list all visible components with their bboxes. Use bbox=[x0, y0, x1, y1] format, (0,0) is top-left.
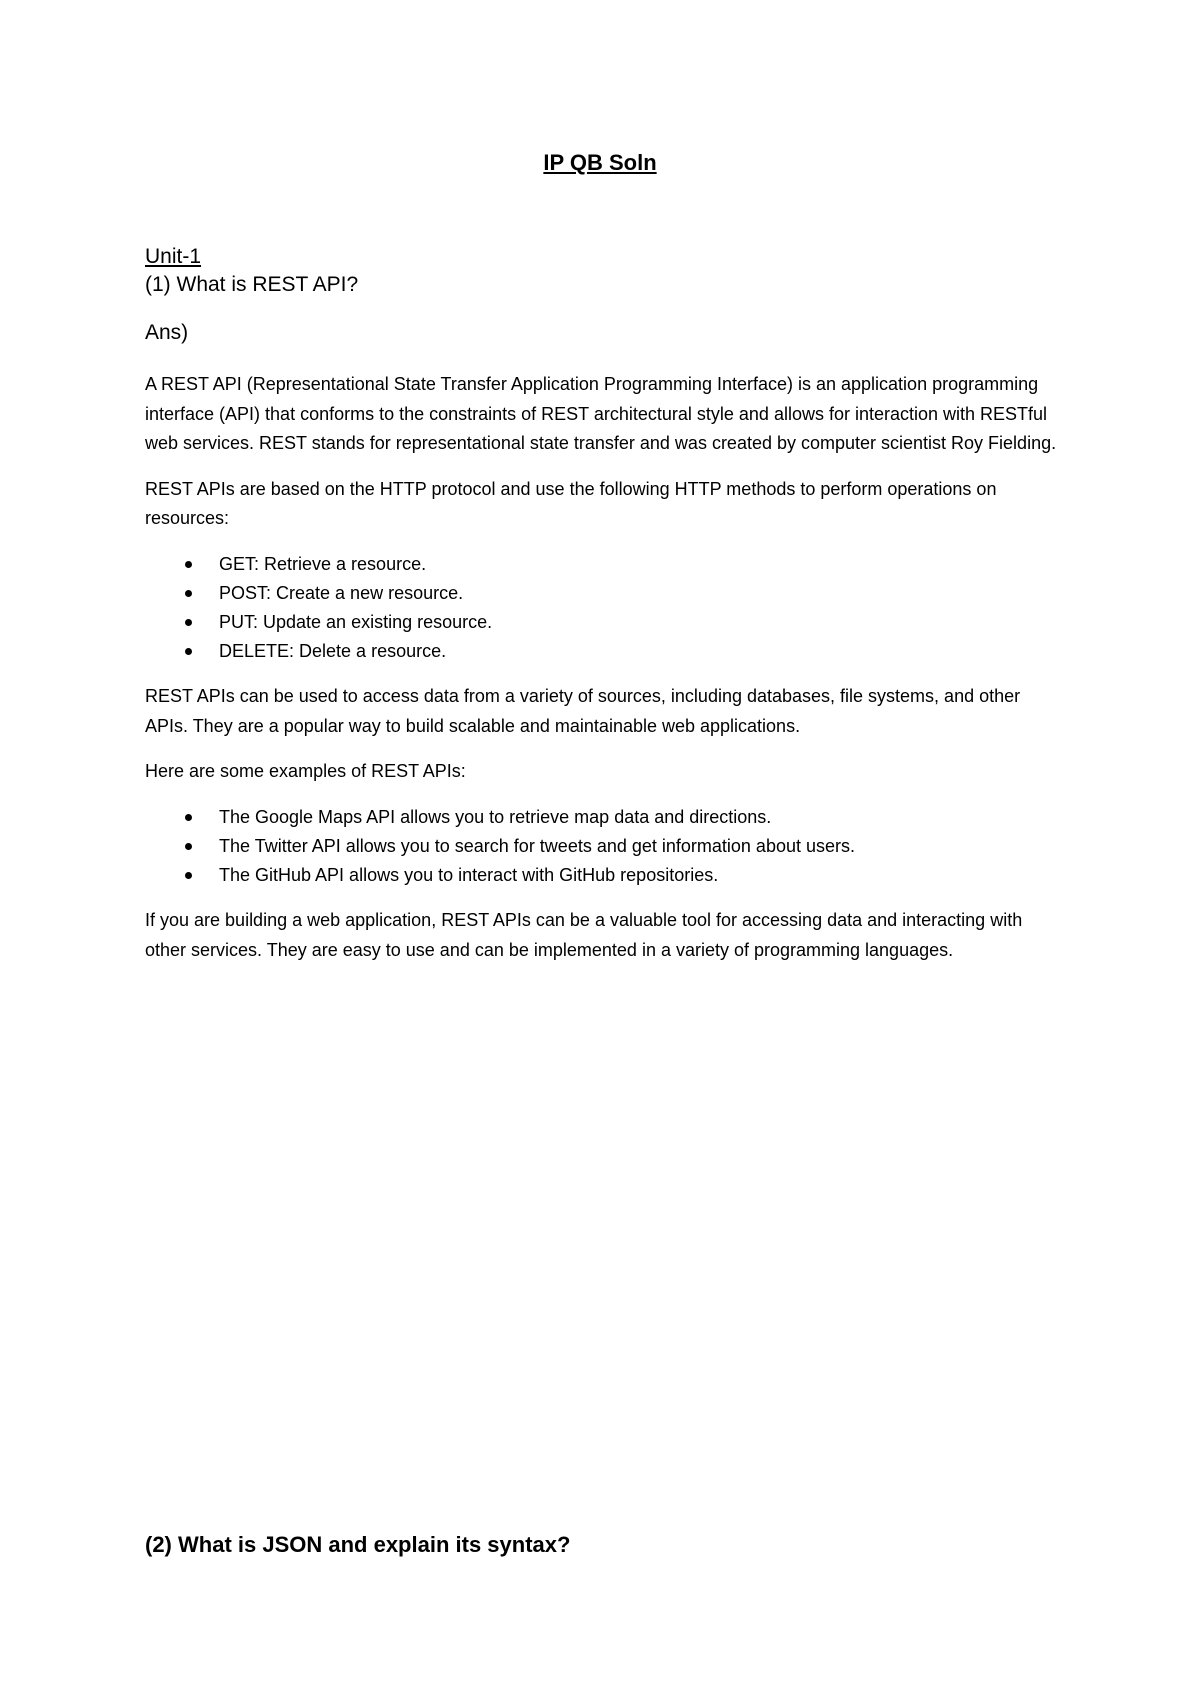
rest-usage-paragraph: REST APIs can be used to access data from a variety of sources, including databases, file systems, and other APIs. They are a popular way to build scalable and maintainable web applications. bbox=[145, 686, 1021, 736]
list-item: DELETE: Delete a resource. bbox=[145, 637, 1065, 666]
unit-heading: Unit-1 bbox=[145, 245, 202, 268]
question-1-section bbox=[145, 243, 1065, 981]
rest-api-examples-list bbox=[145, 803, 1065, 891]
http-methods-list bbox=[145, 550, 1065, 667]
question-2-heading: (2) What is JSON and explain its syntax? bbox=[145, 1532, 571, 1557]
answer-label: Ans) bbox=[145, 321, 189, 344]
list-item: POST: Create a new resource. bbox=[145, 579, 1065, 608]
examples-intro-paragraph: Here are some examples of REST APIs: bbox=[145, 761, 466, 782]
http-methods-intro-paragraph: REST APIs are based on the HTTP protocol and use the following HTTP methods to perform operations on resources: bbox=[145, 478, 997, 528]
conclusion-paragraph: If you are building a web application, REST APIs can be a valuable tool for accessing data and interacting with other services. They are easy to use and can be implemented in a variety of programming languages. bbox=[145, 910, 1023, 960]
list-item: The Google Maps API allows you to retrieve map data and directions. bbox=[145, 803, 1065, 832]
list-item: GET: Retrieve a resource. bbox=[145, 550, 1065, 579]
list-item: PUT: Update an existing resource. bbox=[145, 608, 1065, 637]
question-1-heading: (1) What is REST API? bbox=[145, 273, 359, 296]
list-item: The GitHub API allows you to interact with GitHub repositories. bbox=[145, 861, 1065, 890]
list-item: The Twitter API allows you to search for tweets and get information about users. bbox=[145, 832, 1065, 861]
rest-definition-paragraph: A REST API (Representational State Transfer Application Programming Interface) is an application programming interface (API) that conforms to the constraints of REST architectural style and allows for interaction with RESTful web services. REST stands for representational state transfer and was created by computer scientist Roy Fielding. bbox=[145, 374, 1057, 453]
document-title: IP QB Soln bbox=[543, 150, 657, 175]
